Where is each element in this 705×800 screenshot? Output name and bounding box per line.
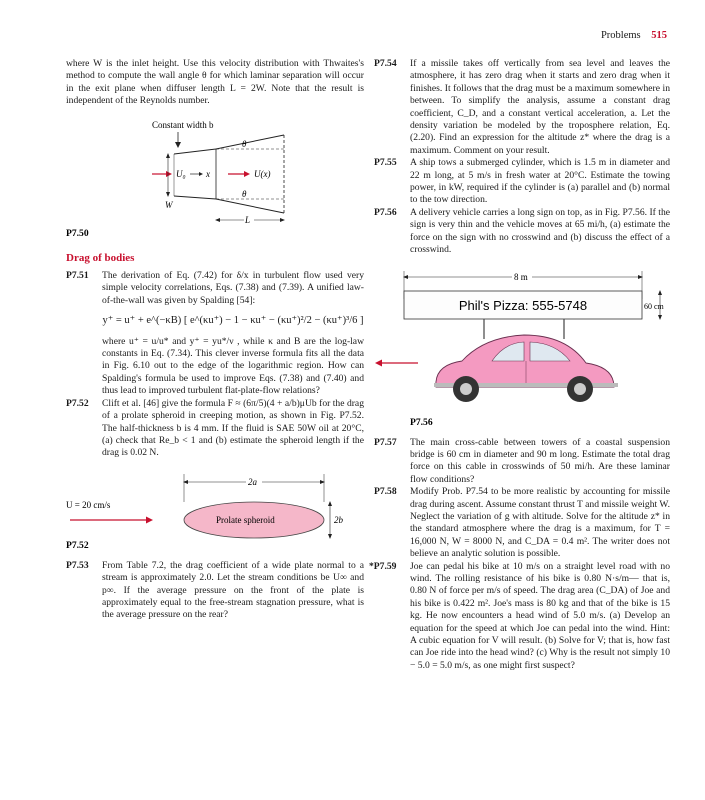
problem-p751 [66,270,364,398]
fig-p750-label: P7.50 [66,227,89,239]
p754-text: If a missile takes off vertically from sea level and leaves the atmosphere, it has zero drag when it starts and zero drag when it finishes. It follows that the drag must be a maximum somewhere in between. To simplify the analysis, assume a constant drag coefficient, C_D, and a constant vertical acceleration, a. Let the density variation be modeled by the troposphere relation, Eq. (2.20). Find an expression for the altitude z* where the drag is a maximum. Comment on your result. [410,58,670,156]
section-title: Drag of bodies [66,251,135,264]
spheroid-label: Prolate spheroid [216,514,275,525]
p759-num: *P7.59 [369,560,397,572]
x-label: x [206,168,210,179]
problem-p755 [374,157,670,207]
problem-p752 [66,398,364,460]
p756-num: P7.56 [374,206,397,218]
p752-num: P7.52 [66,397,89,409]
theta-top: θ [242,138,247,149]
height-label: 60 cm [644,301,664,311]
p752-text: Clift et al. [46] give the formula F ≈ (6π/5)(4 + a/b)μUb for the drag of a prolate spheroid in creeping motion, as shown in Fig. P7.52. The half-thickness b is 4 mm. If the fluid is SAE 50W oil at 20°C, (a) check that Re_b < 1 and (b) estimate the spheroid length if the drag is 0.02 N. [102,397,364,459]
p756-text: A delivery vehicle carries a long sign on top, as in Fig. P7.56. If the sign is very thin and the vehicle moves at 65 mi/h, (a) estimate the force on the sign with no crosswind and (b) discuss the effect of a crosswind. [410,206,670,256]
w-label: W [165,199,173,210]
right-column [369,58,670,672]
p757-text: The main cross-cable between towers of a coastal suspension bridge is 60 cm in diameter and 90 m long. Estimate the total drag force on this cable in crosswinds of 50 mi/h. Are these laminar flow conditions? [410,436,670,485]
p755-text: A ship tows a submerged cylinder, which is 1.5 m in diameter and 22 m long, at 5 m/s in fresh water at 20°C. Estimate the towing power, in kW, required if the cylinder is (a) parallel and (b) normal to the tow direction. [410,157,670,206]
p753-text: From Table 7.2, the drag coefficient of a wide plate normal to a stream is approximately 2.0. Let the stream conditions be U∞ and p∞. If the average pressure on the front of the plate is approximately equal to the free-stream stagnation pressure, what is the average pressure on the rear? [102,559,364,621]
two-b-label: 2b [334,514,343,525]
p758-text: Modify Prob. P7.54 to be more realistic by accounting for missile drag during ascent. Assume constant thrust T and missile weight W. Neglect the variation of g with altitude. Solve for the altitude z* in the standard atmosphere where the drag is a maximum, for T = 16,000 N, W = 8000 N, and C_DA = 0.4 m². The writer does not believe an analytic solution is possible. [410,486,670,560]
problem-p754 [374,58,670,157]
page-header [601,30,667,41]
constant-width-label: Constant width b [152,119,214,130]
two-a-label: 2a [248,476,257,487]
u0-label: U₀ [176,168,186,179]
sign-text: Phil's Pizza: 555-5748 [458,297,588,313]
u-speed-label: U = 20 cm/s [66,499,111,510]
spalding-equation: y⁺ = u⁺ + e^(−κB) [ e^(κu⁺) − 1 − κu⁺ − (κu⁺)²/2 − (κu⁺)³/6 ] [102,315,364,327]
problem-p759 [369,560,670,673]
p754-num: P7.54 [374,58,397,69]
p751-num: P7.51 [66,270,89,282]
width-label: 8 m [514,271,528,282]
p753-num: P7.53 [66,559,89,571]
p759-text: Joe can pedal his bike at 10 m/s on a straight level road with no wind. The rolling resistance of his bike is 0.80 N·s/m— that is, 0.80 N of force per m/s of speed. The drag area (C_DA) of Joe and his bike is 0.422 m². Joe's mass is 80 kg and that of the bike is 15 kg. He now encounters a head wind of 5.0 m/s. (a) Develop an equation for the speed at which Joe can pedal into the wind. Hint: A cubic equation for V will result. (b) Solve for V; that is, how fast can Joe ride into the head wind? (c) Why is the result not simply 10 − 5.0 = 5.0 m/s, as one might first suspect? [410,560,670,671]
fig-p756-label: P7.56 [410,416,433,428]
p751-text1: The derivation of Eq. (7.42) for δ/x in turbulent flow used very simple velocity correlations, Eqs. (7.38) and (7.39). A unified law-of-the-wall was given by Spalding [54]: [102,270,364,306]
p755-num: P7.55 [374,157,397,169]
p758-num: P7.58 [374,486,397,498]
figure-p752 [66,468,364,550]
figure-p756 [374,265,670,431]
problem-p753 [66,560,364,622]
page-number: 515 [651,30,667,41]
l-label: L [245,214,251,225]
p750-text: where W is the inlet height. Use this velocity distribution with Thwaites's method to compute the wall angle θ for which laminar separation will occur in the exit plane when diffuser length L = 2W. Note that the result is independent of the Reynolds number. [66,58,364,107]
ux-label: U(x) [254,168,271,179]
theta-bottom: θ [242,188,247,199]
running-title: Problems [600,30,641,41]
problem-p758 [374,486,670,560]
problem-p757 [374,437,670,487]
p757-num: P7.57 [374,436,397,448]
fig-p752-label: P7.52 [66,539,89,550]
p751-text2: where u⁺ = u/u* and y⁺ = yu*/ν , while κ and B are the log-law constants in Eq. (7.34). This clever inverse formula fits all the data in Fig. 6.10 out to the edge of the logarithmic region. How can Spalding's formula be used to improve Eqs. (7.38) and (7.40) and thus lead to improved turbulent flat-plate-flow relations? [102,335,364,397]
problem-p756 [374,207,670,257]
left-column [66,58,364,622]
figure-p750 [66,112,364,242]
